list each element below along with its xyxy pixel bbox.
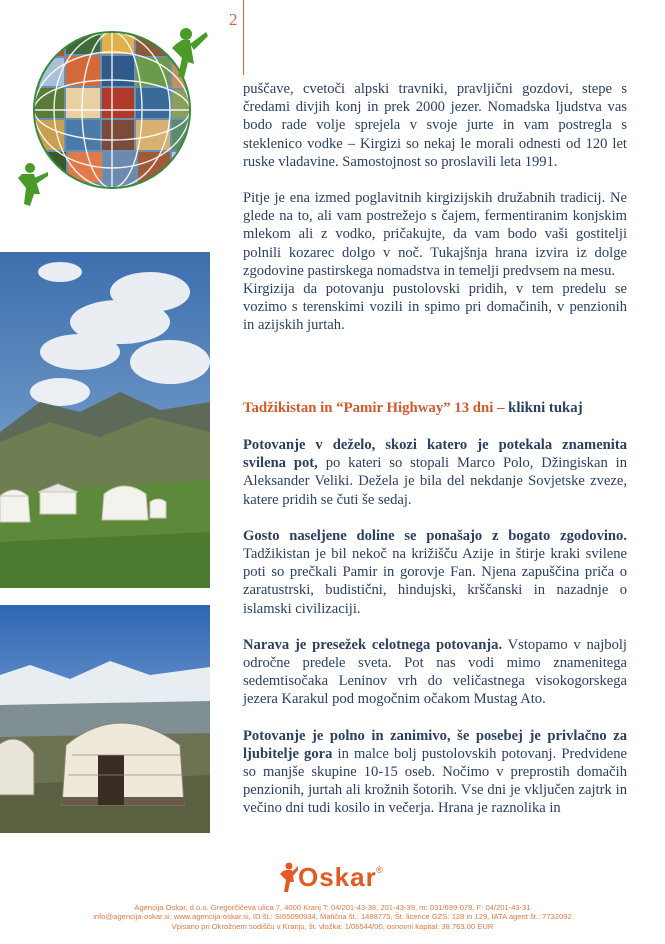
paragraph-lead: Potovanje v deželo, skozi katero je potekala znamenita svilena pot,: [243, 437, 627, 472]
section-heading: [243, 400, 643, 417]
page-number: 2: [229, 10, 238, 29]
paragraph-lead: Narava je presežek celotnega potovanja.: [243, 636, 503, 653]
footer-address: Agencija Oskar, d.o.o. Gregorčičeva ulica 7, 4000 Kranj T: 04/201-43-38, 201-43-39, m: 031/699-078, F: 04/201-43-31: [134, 903, 531, 912]
paragraph-drinking: Pitje je ena izmed poglavitnih kirgizijskih družabnih tradicij. Ne glede na to, ali vam postrežejo s čajem, fermentiranim konjskim mlekom ali z vodko, pričakujte, da vam bodo vaši gostitelji polnili kozarec dolgo v noč. Tukajšnja hrana izvira iz dolge zgodovine pastirskega nomadstva in temelji predvsem na mesu.: [243, 190, 627, 279]
dancer-icon: [278, 862, 298, 894]
click-here-link[interactable]: klikni tukaj: [504, 400, 583, 416]
paragraph-lead: Gosto naseljene doline se ponašajo z bogato zgodovino.: [243, 527, 627, 544]
footer-registry: Vpisano pri Okrožnem sodišču v Kranju, št. vložka: 1/06544/00, osnovni kapital: 38.763,00 EUR: [171, 921, 494, 931]
yurt-valley-photo: [0, 252, 210, 588]
paragraph-body: po kateri so stopali Marco Polo, Džingiskan in Aleksander Veliki. Dežela je bila del nekdanje Sovjetske zveze, katere pridih se čuti še sedaj.: [243, 455, 627, 508]
section-title: Tadžikistan in “Pamir Highway” 13 dni –: [243, 400, 505, 416]
registered-mark: ®: [376, 865, 383, 875]
paragraph-body: Tadžikistan je bil nekoč na križišču Azije in štirje kraki svilene poti so prečkali Pamir in gorovje Fan. Njena zapuščina priča o zaratustrski, budistični, hindujski, krščanski in nazadnje o islamski civilizaciji.: [243, 546, 627, 617]
paragraph-body: in malce bolj pustolovskih potovanj. Predvidene so manjše skupine 10-15 oseb. Nočimo v preprostih domačih penzionih, jurtah ali krožnih šotorih. Vse dni je vključen zajtrk in večino dni tudi kosilo in večerja. Hrana je raznolika in: [243, 745, 627, 817]
vertical-rule: [243, 0, 244, 75]
yurt-plateau-photo: [0, 605, 210, 833]
intro-text: [243, 80, 627, 335]
section-text: [243, 436, 627, 818]
footer-contact: info@agencija-oskar.si, www.agencija-oskar.si, ID št.: SI65090934, Matična št.: 1488775, Št. licence GZS: 128 in 129, IATA agent št.: 7732092: [93, 912, 572, 922]
paragraph-trip-details: [243, 727, 627, 818]
footer: [0, 903, 665, 931]
paragraph-silk-road: [243, 436, 627, 509]
paragraph-body: Vstopamo v najbolj odročne predele sveta. Pot nas vodi mimo znamenitega sedemtisočaka Leninov vrh do veličastnega visokogorskega jezera Karakul pod mogočnim očakom Mustag Ato.: [243, 636, 627, 708]
paragraph-lead: Potovanje je polno in zanimivo, še posebej je privlačno za ljubitelje gora: [243, 727, 627, 762]
paragraph-history: [243, 527, 627, 618]
paragraph-nature: [243, 636, 627, 709]
oskar-logo: [278, 862, 388, 896]
brand-name: Oskar: [298, 862, 377, 892]
paragraph-adventure: Kirgizija da potovanju pustolovski pridih, v tem predelu se vozimo s terenskimi vozili in spimo pri domačinih, v penzionih in azijskih jurtah.: [243, 281, 627, 334]
paragraph-landscape: puščave, cvetoči alpski travniki, pravljični gozdovi, stepe s čredami divjih konj in prek 2000 jezer. Nomadska ljudstva vas bodo rade volje sprejela v svoje jurte in vam postregla s steklenico vodke – Kirgizi so nekaj le morali odnesti od 120 let ruske vladavine. Samostojnost so proslavili leta 1991.: [243, 81, 627, 170]
globe-logo: [14, 18, 210, 208]
